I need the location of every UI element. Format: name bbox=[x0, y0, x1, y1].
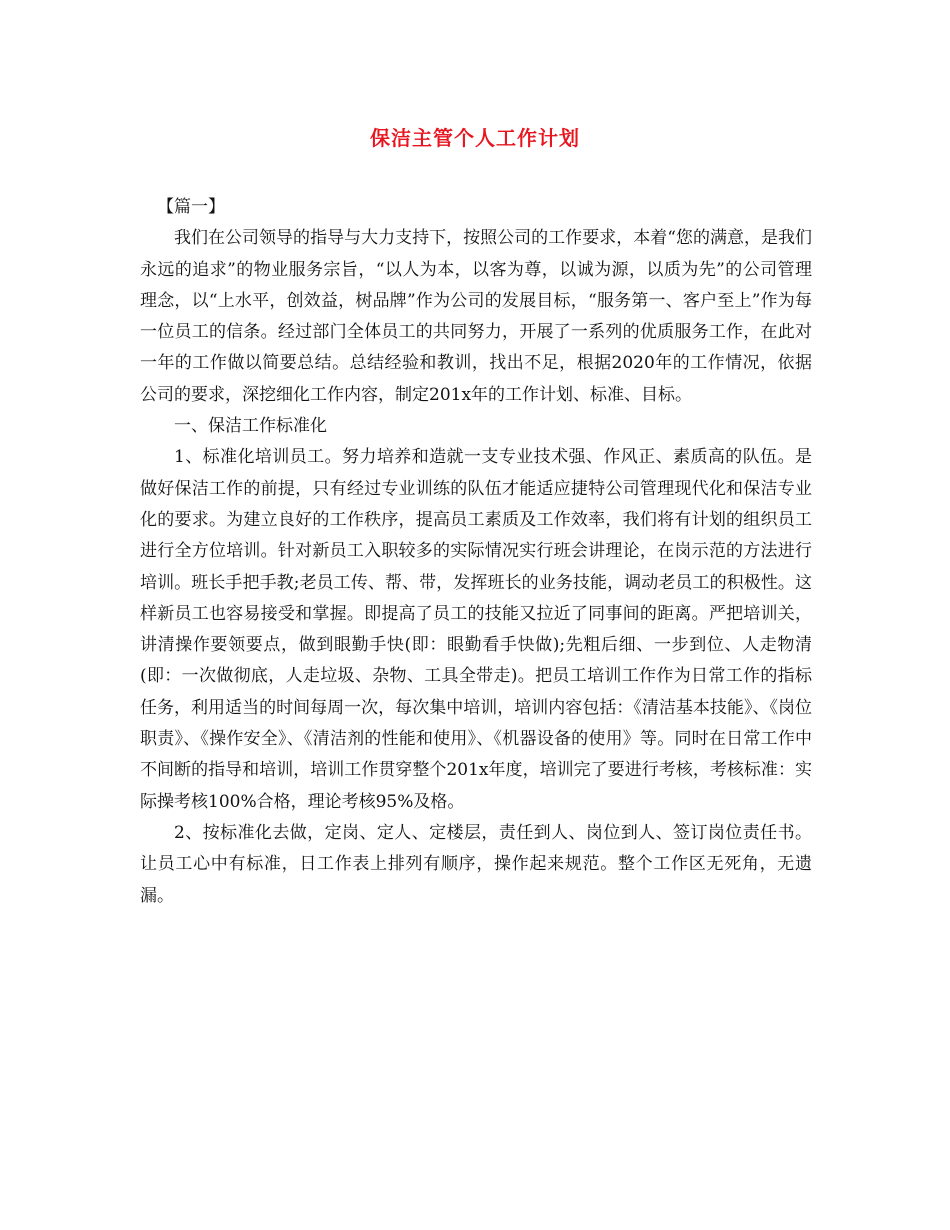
section-heading: 一、保洁工作标准化 bbox=[174, 416, 327, 437]
document-body bbox=[140, 192, 812, 912]
paragraph-intro: 我们在公司领导的指导与大力支持下，按照公司的工作要求，本着“您的满意，是我们永远的追求”的物业服务宗旨，“以人为本，以客为尊，以诚为源，以质为先”的公司管理理念，以“上水平，创效益，树品牌”作为公司的发展目标，“服务第一、客户至上”作为每一位员工的信条。经过部门全体员工的共同努力，开展了一系列的优质服务工作，在此对一年的工作做以简要总结。总结经验和教训，找出不足，根据2020年的工作情况，依据公司的要求，深挖细化工作内容，制定201x年的工作计划、标准、目标。 bbox=[140, 228, 812, 405]
paragraph-standards: 2、按标准化去做，定岗、定人、定楼层，责任到人、岗位到人、签订岗位责任书。让员工心中有标准，日工作表上排列有顺序，操作起来规范。整个工作区无死角，无遗漏。 bbox=[140, 822, 812, 906]
section-tag: 【篇一】 bbox=[157, 197, 225, 217]
document-title: 保洁主管个人工作计划 bbox=[370, 126, 580, 150]
paragraph-training: 1、标准化培训员工。努力培养和造就一支专业技术强、作风正、素质高的队伍。是做好保洁工作的前提，只有经过专业训练的队伍才能适应捷特公司管理现代化和保洁专业化的要求。为建立良好的工作秩序，提高员工素质及工作效率，我们将有计划的组织员工进行全方位培训。针对新员工入职较多的实际情况实行班会讲理论，在岗示范的方法进行培训。班长手把手教;老员工传、帮、带，发挥班长的业务技能，调动老员工的积极性。这样新员工也容易接受和掌握。即提高了员工的技能又拉近了同事间的距离。严把培训关，讲清操作要领要点，做到眼勤手快(即：眼勤看手快做);先粗后细、一步到位、人走物清(即：一次做彻底，人走垃圾、杂物、工具全带走)。把员工培训工作作为日常工作的指标任务，利用适当的时间每周一次，每次集中培训，培训内容包括：《清洁基本技能》、《岗位职责》、《操作安全》、《清洁剂的性能和使用》、《机器设备的使用》等。同时在日常工作中不间断的指导和培训，培训工作贯穿整个201x年度，培训完了要进行考核，考核标准：实际操考核100%合格，理论考核95%及格。 bbox=[140, 447, 812, 812]
